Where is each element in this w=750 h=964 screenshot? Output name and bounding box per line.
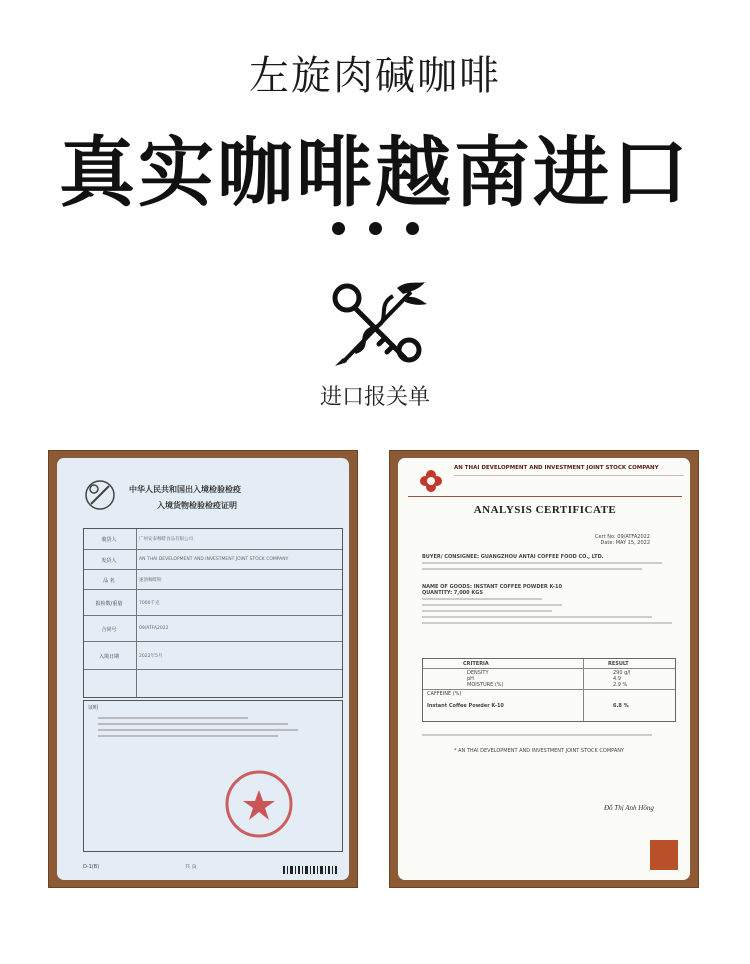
result-cell: 290 g/l — [613, 670, 631, 676]
certificate-title: ANALYSIS CERTIFICATE — [473, 504, 617, 516]
analysis-certificate — [398, 458, 690, 880]
ellipsis-dots — [0, 222, 750, 235]
company-name: AN THAI DEVELOPMENT AND INVESTMENT JOINT STOCK COMPANY — [454, 465, 659, 471]
manufacturer-line: * AN THAI DEVELOPMENT AND INVESTMENT JOINT STOCK COMPANY — [454, 748, 625, 754]
signature: Đỗ Thị Anh Hồng — [604, 804, 654, 812]
inspection-logo-icon — [83, 478, 117, 512]
dot-icon — [332, 222, 345, 235]
field-value: 7000千克 — [139, 601, 160, 606]
emblem-caption: 进口报关单 — [319, 385, 430, 410]
description-label: 证明 — [88, 705, 99, 711]
customs-heading-1: 中华人民共和国出入境检验检疫 — [129, 485, 241, 494]
customs-description-box — [83, 700, 343, 852]
company-flower-logo-icon — [418, 468, 444, 494]
cert-number: Cert No: 09/ATFA2022 — [595, 534, 650, 540]
field-value: AN THAI DEVELOPMENT AND INVESTMENT JOINT STOCK COMPANY — [139, 557, 289, 562]
buyer-line: BUYER/ CONSIGNEE: GUANGZHOU ANTAI COFFEE FOOD CO., LTD. — [422, 554, 604, 560]
barcode-icon — [283, 866, 337, 874]
criteria-cell: CAFFEINE (%) — [427, 691, 462, 697]
field-label: 收货人 — [101, 537, 117, 543]
dot-icon — [406, 222, 419, 235]
customs-certificate — [57, 458, 349, 880]
quantity-line: QUANTITY: 7,000 KGS — [422, 590, 483, 596]
customs-key-caduceus-icon — [323, 278, 427, 374]
dot-icon — [369, 222, 382, 235]
customs-field-table — [83, 528, 343, 698]
cert-date: Date: MAY 15, 2022 — [600, 540, 650, 546]
analysis-certificate-frame — [389, 450, 699, 888]
result-cell: 6.8 % — [613, 703, 629, 709]
field-label: 合同号 — [101, 627, 117, 633]
customs-heading-2: 入境货物检验检疫证明 — [157, 501, 237, 510]
page-count: 共 页 — [185, 864, 197, 870]
column-header: RESULT — [608, 661, 629, 667]
page-title: 真实咖啡越南进口 — [59, 128, 691, 217]
field-value: 速溶咖啡粉 — [139, 578, 162, 583]
field-value: 广州安泰咖啡食品有限公司 — [139, 537, 193, 542]
field-value: 2022年5月 — [139, 654, 163, 659]
brand-badge-icon — [650, 840, 678, 870]
form-code: D-1(B) — [83, 864, 100, 870]
result-cell: 2.9 % — [613, 682, 628, 688]
criteria-cell: Instant Coffee Powder K-10 — [427, 703, 504, 709]
official-seal-icon — [223, 768, 295, 840]
customs-certificate-frame — [48, 450, 358, 888]
field-value: 09/ATFA2022 — [139, 626, 169, 631]
field-label: 报检数/重量 — [95, 601, 123, 607]
criteria-cell: DENSITY — [467, 670, 489, 676]
analysis-result-table — [422, 658, 676, 722]
column-header: CRITERIA — [463, 661, 489, 667]
goods-line: NAME OF GOODS: INSTANT COFFEE POWDER K-10 — [422, 584, 562, 590]
criteria-cell: MOISTURE (%) — [467, 682, 504, 688]
field-label: 发货人 — [101, 558, 117, 564]
subtitle: 左旋肉碱咖啡 — [249, 53, 501, 99]
result-cell: 4.9 — [613, 676, 621, 682]
criteria-cell: pH — [467, 676, 474, 682]
field-label: 品 名 — [103, 578, 115, 584]
field-label: 入境日期 — [98, 654, 119, 660]
